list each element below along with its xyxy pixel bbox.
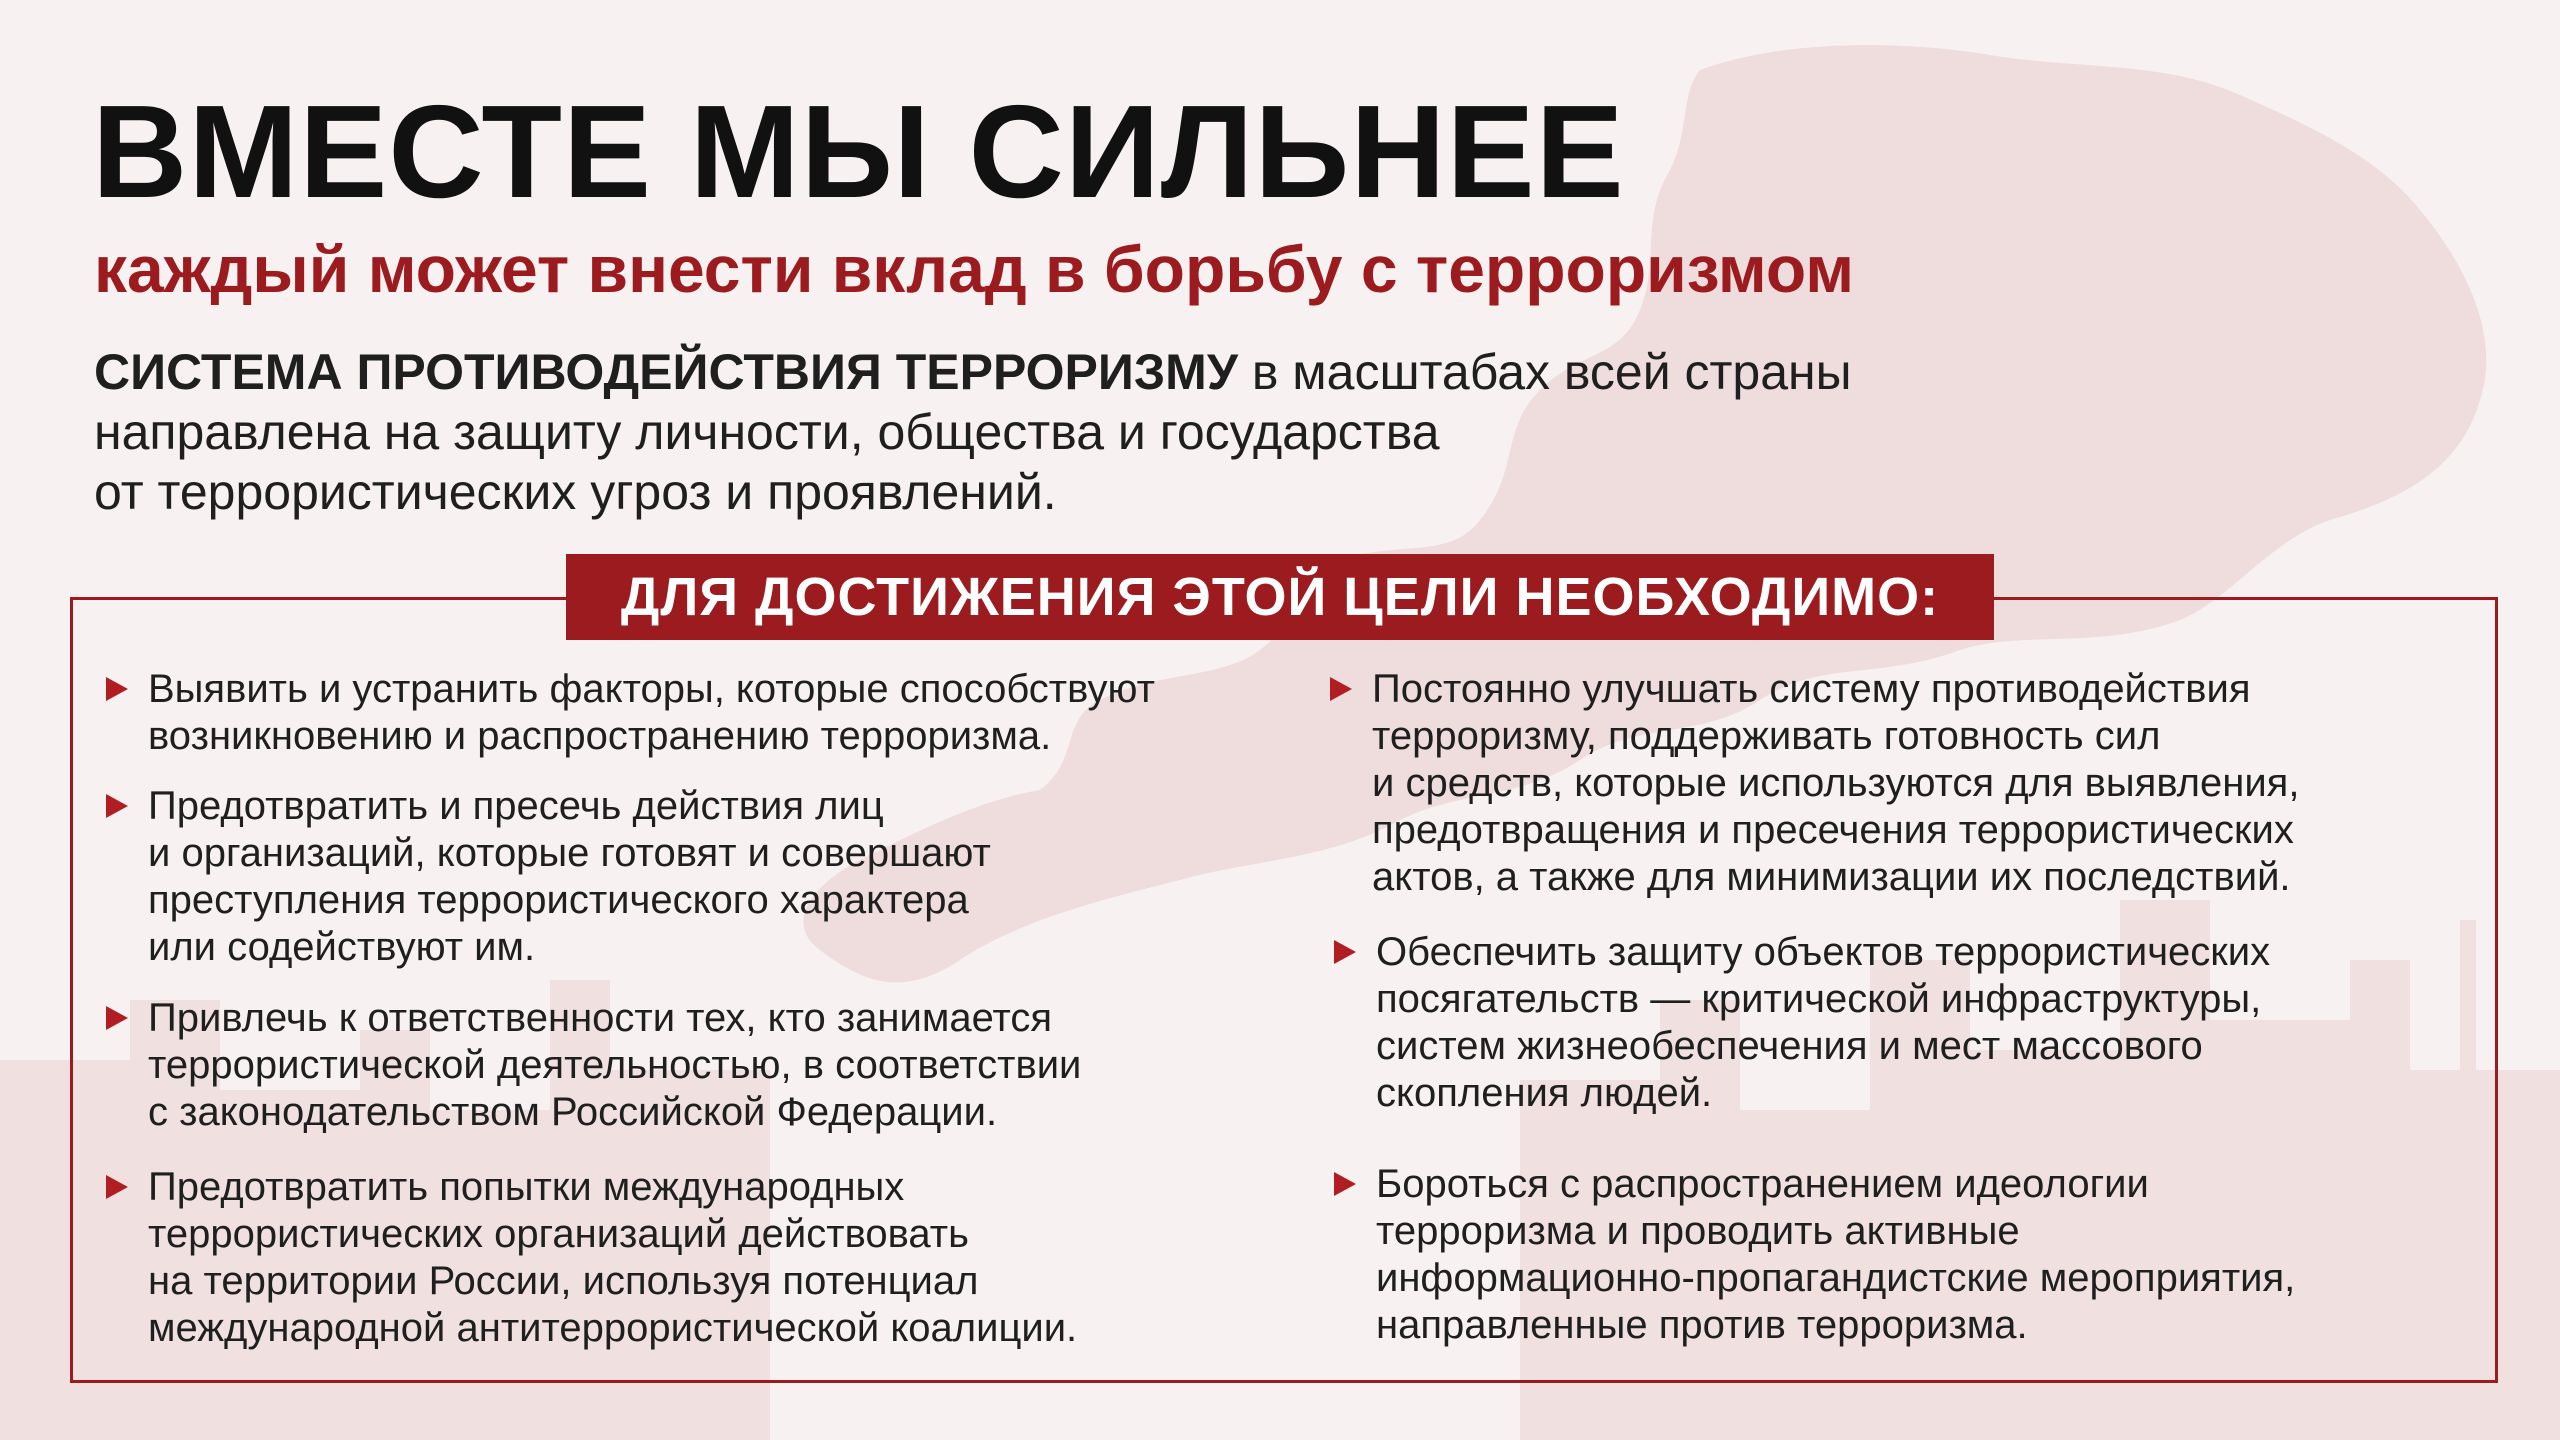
- triangle-bullet-icon: [106, 794, 128, 818]
- goal-item-text: Постоянно улучшать систему противодействия терроризму, поддерживать готовность сил и средств, которые используются для выявления, предотвращения и пресечения террористических актов, а также для минимизации их последствий.: [1372, 667, 2300, 899]
- intro-paragraph: [94, 342, 2194, 522]
- triangle-bullet-icon: [106, 1175, 128, 1199]
- goal-item: [1330, 666, 2480, 901]
- page-subtitle: каждый может внести вклад в борьбу с терроризмом: [94, 232, 1855, 306]
- triangle-bullet-icon: [1334, 1172, 1356, 1196]
- goal-item: [1334, 1161, 2484, 1349]
- triangle-bullet-icon: [1334, 940, 1356, 964]
- goal-item: [106, 666, 1336, 760]
- goal-item: [1334, 929, 2484, 1117]
- goals-box-label: ДЛЯ ДОСТИЖЕНИЯ ЭТОЙ ЦЕЛИ НЕОБХОДИМО:: [566, 554, 1994, 640]
- page-title: ВМЕСТЕ МЫ СИЛЬНЕЕ: [92, 78, 1625, 225]
- goal-item: [106, 783, 1336, 971]
- intro-strong: СИСТЕМА ПРОТИВОДЕЙСТВИЯ ТЕРРОРИЗМУ: [94, 344, 1238, 400]
- triangle-bullet-icon: [106, 1006, 128, 1030]
- goal-item-text: Предотвратить попытки международных террористических организаций действовать на территории России, используя потенциал международной антитеррористической коалиции.: [148, 1165, 1078, 1350]
- goal-item: [106, 1164, 1336, 1352]
- goal-item-text: Предотвратить и пресечь действия лиц и организаций, которые готовят и совершают преступления террористического характера или содействуют им.: [148, 784, 991, 969]
- intro-rest: в масштабах всей страны направлена на защиту личности, общества и государства от террористических угроз и проявлений.: [94, 344, 1852, 520]
- goal-item-text: Выявить и устранить факторы, которые способствуют возникновению и распространению терроризма.: [148, 667, 1155, 758]
- triangle-bullet-icon: [1330, 677, 1352, 701]
- goal-item-text: Привлечь к ответственности тех, кто занимается террористической деятельностью, в соответствии с законодательством Российской Федерации.: [148, 996, 1082, 1134]
- goal-item-text: Обеспечить защиту объектов террористических посягательств — критической инфраструктуры, систем жизнеобеспечения и мест массового скопления людей.: [1376, 930, 2271, 1115]
- goal-item: [106, 995, 1336, 1136]
- goal-item-text: Бороться с распространением идеологии терроризма и проводить активные информационно-пропагандистские мероприятия, направленные против терроризма.: [1376, 1162, 2296, 1347]
- triangle-bullet-icon: [106, 677, 128, 701]
